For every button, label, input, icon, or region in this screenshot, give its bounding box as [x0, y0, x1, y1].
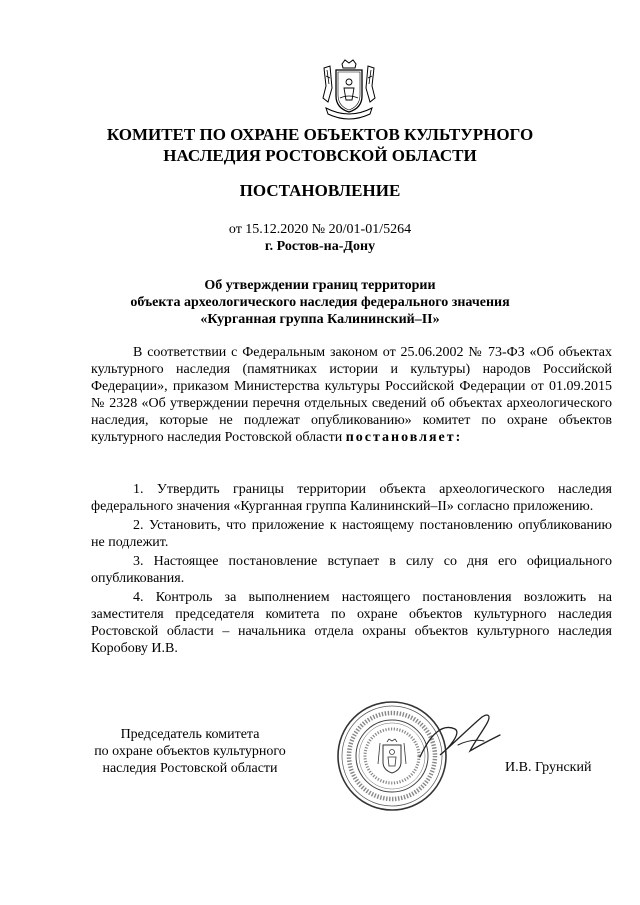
signatory-title-line-1: Председатель комитета [120, 727, 260, 742]
signatory-title [70, 726, 310, 777]
decree-item-4: 4. Контроль за выполнением настоящего постановления возложить на заместителя председателя комитета по охране объектов культурного наследия Ростовской области – начальника отдела охраны объектов культурного наследия Коробову И.В. [91, 590, 612, 656]
decree-item-1: 1. Утвердить границы территории объекта археологического наследия федерального значения «Курганная группа Калининский–II» согласно приложению. [91, 482, 612, 514]
decree-item-2: 2. Установить, что приложение к настоящему постановлению опубликованию не подлежит. [91, 518, 612, 550]
coat-of-arms-icon [318, 58, 380, 124]
city: г. Ростов-на-Дону [264, 239, 376, 254]
org-line-1: КОМИТЕТ ПО ОХРАНЕ ОБЪЕКТОВ КУЛЬТУРНОГО [106, 125, 534, 144]
handwritten-signature [400, 705, 510, 785]
decree-items [91, 481, 612, 659]
date-number-block [40, 221, 600, 255]
document-type: ПОСТАНОВЛЕНИЕ [239, 181, 401, 200]
date-number: от 15.12.2020 № 20/01-01/5264 [228, 222, 412, 237]
subject-line-2: объекта археологического наследия федерального значения [130, 295, 510, 310]
document-subject [40, 277, 600, 328]
preamble-paragraph [91, 344, 612, 446]
subject-line-1: Об утверждении границ территории [204, 278, 436, 293]
organization-name [40, 124, 600, 166]
org-line-2: НАСЛЕДИЯ РОСТОВСКОЙ ОБЛАСТИ [163, 146, 477, 165]
decree-item-3: 3. Настоящее постановление вступает в силу со дня его официального опубликования. [91, 554, 612, 586]
preamble-text: В соответствии с Федеральным законом от 25.06.2002 № 73-ФЗ «Об объектах культурного наследия (памятниках истории и культуры) народов Российской Федерации», приказом Министерства культуры Российской Федерации от 01.09.2015 № 2328 «Об утверждении перечня отдельных сведений об объектах археологического наследия, которые не подлежат опубликованию» комитет по охране объектов культурного наследия Ростовской области [91, 345, 612, 445]
signatory-title-line-2: по охране объектов культурного [94, 744, 286, 759]
subject-line-3: «Курганная группа Калининский–II» [200, 312, 440, 327]
signatory-name: И.В. Грунский [505, 760, 592, 775]
decree-word: постановляет: [345, 430, 463, 445]
signatory-title-line-3: наследия Ростовской области [102, 761, 278, 776]
